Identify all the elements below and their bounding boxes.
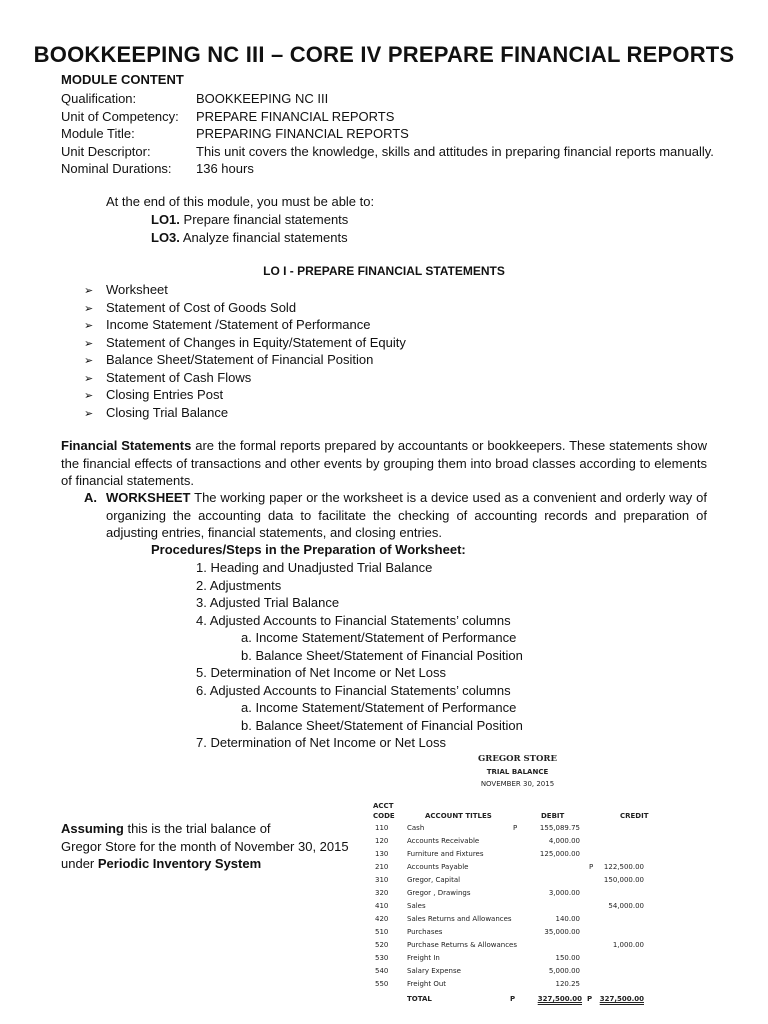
module-intro: At the end of this module, you must be able to:	[106, 194, 375, 209]
tb-total-debit-peso: P	[510, 995, 516, 1003]
assumption-text	[61, 820, 349, 873]
tb-acct-code: 540	[375, 967, 389, 975]
tb-title: TRIAL BALANCE	[486, 768, 549, 776]
fs-text: are the formal reports prepared by accountants or bookkeepers. These statements show the financial effects of transactions and other events by grouping them into broad classes according to elements of financial statements.	[61, 438, 707, 488]
tb-acct-code: 120	[375, 837, 389, 845]
info-label: Unit of Competency:	[61, 108, 179, 124]
tb-header-debit: DEBIT	[541, 812, 565, 820]
procedure-step: 1. Heading and Unadjusted Trial Balance	[196, 560, 433, 575]
tb-debit-value: 35,000.00	[544, 928, 580, 936]
tb-debit-value: 140.00	[555, 915, 580, 923]
info-value: This unit covers the knowledge, skills and attitudes in preparing financial reports manually.	[196, 143, 714, 159]
tb-account-title: Purchase Returns & Allowances	[407, 941, 518, 949]
list-item	[84, 316, 406, 334]
list-item-text: Statement of Cash Flows	[106, 369, 252, 385]
tb-account-title: Gregor , Drawings	[407, 889, 471, 897]
info-label: Module Title:	[61, 126, 135, 141]
tb-debit-value: 5,000.00	[548, 967, 580, 975]
arrow-bullet-icon: ➢	[84, 320, 94, 332]
tb-acct-code: 130	[375, 850, 389, 858]
tb-debit-value: 155,089.75	[539, 824, 580, 832]
tb-credit-peso: P	[589, 863, 594, 871]
tb-credit-value: 54,000.00	[608, 902, 644, 910]
list-item-text: Income Statement /Statement of Performance	[106, 317, 371, 332]
info-value: PREPARE FINANCIAL REPORTS	[196, 108, 395, 124]
assumption-line	[61, 820, 349, 838]
outcome-text: Prepare financial statements	[183, 212, 349, 227]
list-item	[84, 299, 406, 317]
info-label: Unit Descriptor:	[61, 143, 151, 159]
learning-outcome	[151, 211, 348, 229]
tb-acct-code: 310	[375, 876, 389, 884]
tb-total-credit-peso: P	[587, 995, 593, 1003]
outcome-code: LO3.	[151, 230, 180, 245]
tb-total-label: TOTAL	[407, 995, 432, 1003]
tb-header-credit: CREDIT	[620, 812, 649, 820]
assumption-line: Gregor Store for the month of November 30, 2015	[61, 838, 349, 854]
assumption-text-1: this is the trial balance of	[123, 821, 271, 836]
worksheet-paragraph	[106, 489, 707, 542]
tb-acct-code: 550	[375, 980, 389, 988]
worksheet-letter: A.	[84, 490, 97, 505]
tb-account-title: Sales Returns and Allowances	[407, 915, 512, 923]
topic-list	[84, 281, 406, 421]
worksheet-item	[84, 489, 707, 542]
list-item	[84, 404, 406, 422]
procedure-substep: a. Income Statement/Statement of Performance	[241, 630, 517, 645]
list-item	[84, 386, 406, 404]
tb-account-title: Gregor, Capital	[407, 876, 461, 884]
list-item	[84, 281, 406, 299]
assumption-text-3: under	[61, 856, 98, 871]
info-label: Nominal Durations:	[61, 161, 172, 176]
procedure-substep: b. Balance Sheet/Statement of Financial Position	[241, 647, 523, 663]
tb-debit-value: 4,000.00	[548, 837, 580, 845]
info-row-nominal-durations	[61, 160, 714, 178]
list-item-text: Balance Sheet/Statement of Financial Position	[106, 352, 374, 367]
assumption-line	[61, 855, 349, 873]
trial-balance-image	[365, 750, 670, 1012]
tb-account-title: Freight Out	[407, 980, 447, 988]
procedures-heading: Procedures/Steps in the Preparation of Worksheet:	[151, 542, 466, 557]
tb-total-debit: 327,500.00	[537, 995, 582, 1003]
tb-acct-code: 320	[375, 889, 389, 897]
list-item-text: Closing Trial Balance	[106, 404, 229, 420]
document-title: BOOKKEEPING NC III – CORE IV PREPARE FINANCIAL REPORTS	[33, 42, 735, 67]
worksheet-term: WORKSHEET	[106, 490, 191, 505]
outcome-code: LO1.	[151, 212, 180, 227]
info-row-module-title	[61, 125, 714, 143]
learning-outcome	[151, 229, 348, 247]
tb-header-acct: ACCT	[373, 802, 394, 810]
list-item-text: Closing Entries Post	[106, 387, 224, 402]
procedure-substep: b. Balance Sheet/Statement of Financial Position	[241, 717, 523, 733]
financial-statements-paragraph	[61, 437, 707, 490]
tb-acct-code: 210	[375, 863, 389, 871]
tb-account-title: Furniture and Fixtures	[407, 850, 484, 858]
lo-heading: LO I - PREPARE FINANCIAL STATEMENTS	[263, 264, 505, 278]
worksheet-text: The working paper or the worksheet is a device used as a convenient and orderly way of organizing the accounting data to facilitate the checking of accounting records and preparation of adjusting entries, financial statements, and closing entries.	[106, 490, 707, 540]
info-label: Qualification:	[61, 91, 137, 106]
info-value: PREPARING FINANCIAL REPORTS	[196, 126, 409, 141]
list-item-text: Statement of Changes in Equity/Statement of Equity	[106, 334, 406, 350]
arrow-bullet-icon: ➢	[84, 372, 94, 385]
list-item-text: Statement of Cost of Goods Sold	[106, 299, 297, 315]
info-value: BOOKKEEPING NC III	[196, 91, 329, 106]
arrow-bullet-icon: ➢	[84, 302, 94, 315]
procedure-step: 5. Determination of Net Income or Net Loss	[196, 665, 447, 680]
outcome-text: Analyze financial statements	[182, 230, 348, 245]
tb-total-credit: 327,500.00	[599, 995, 644, 1003]
procedure-step: 4. Adjusted Accounts to Financial Statements’ columns	[196, 612, 511, 628]
tb-account-title: Purchases	[407, 928, 443, 936]
procedure-step: 2. Adjustments	[196, 577, 282, 593]
procedure-step: 7. Determination of Net Income or Net Loss	[196, 735, 447, 750]
tb-acct-code: 510	[375, 928, 389, 936]
tb-credit-value: 1,000.00	[612, 941, 644, 949]
info-row-unit-descriptor	[61, 143, 714, 161]
tb-header-titles: ACCOUNT TITLES	[425, 812, 492, 820]
arrow-bullet-icon: ➢	[84, 390, 94, 402]
arrow-bullet-icon: ➢	[84, 285, 94, 297]
module-content-heading: MODULE CONTENT	[61, 72, 184, 87]
info-value: 136 hours	[196, 161, 254, 176]
info-row-qualification	[61, 90, 714, 108]
module-info	[61, 90, 714, 178]
list-item	[84, 351, 406, 369]
tb-debit-value: 3,000.00	[548, 889, 580, 897]
list-item-text: Worksheet	[106, 282, 168, 297]
periodic-inventory-term: Periodic Inventory System	[97, 856, 262, 871]
arrow-bullet-icon: ➢	[84, 407, 94, 420]
tb-debit-peso: P	[513, 824, 518, 832]
tb-debit-value: 150.00	[555, 954, 580, 962]
tb-account-title: Accounts Receivable	[407, 837, 480, 845]
arrow-bullet-icon: ➢	[84, 337, 94, 350]
tb-credit-value: 150,000.00	[603, 876, 644, 884]
fs-term: Financial Statements	[61, 438, 192, 453]
tb-acct-code: 530	[375, 954, 389, 962]
tb-store-name: GREGOR STORE	[478, 754, 557, 764]
tb-debit-value: 125,000.00	[539, 850, 580, 858]
procedure-step: 6. Adjusted Accounts to Financial Statements’ columns	[196, 682, 511, 698]
tb-account-title: Sales	[407, 902, 426, 910]
list-item	[84, 334, 406, 352]
tb-credit-value: 122,500.00	[603, 863, 644, 871]
tb-acct-code: 110	[375, 824, 389, 832]
tb-header-code: CODE	[373, 812, 395, 820]
tb-debit-value: 120.25	[555, 980, 580, 988]
procedure-step: 3. Adjusted Trial Balance	[196, 595, 340, 610]
info-row-unit-of-competency	[61, 108, 714, 126]
assumption-term: Assuming	[61, 821, 124, 836]
tb-account-title: Salary Expense	[407, 967, 461, 975]
tb-acct-code: 410	[375, 902, 389, 910]
arrow-bullet-icon: ➢	[84, 355, 94, 367]
tb-acct-code: 520	[375, 941, 389, 949]
tb-date: NOVEMBER 30, 2015	[480, 780, 555, 788]
tb-account-title: Freight In	[407, 954, 440, 962]
procedure-substep: a. Income Statement/Statement of Performance	[241, 700, 517, 715]
tb-account-title: Accounts Payable	[407, 863, 469, 871]
list-item	[84, 369, 406, 387]
tb-acct-code: 420	[375, 915, 389, 923]
tb-account-title: Cash	[407, 824, 425, 832]
